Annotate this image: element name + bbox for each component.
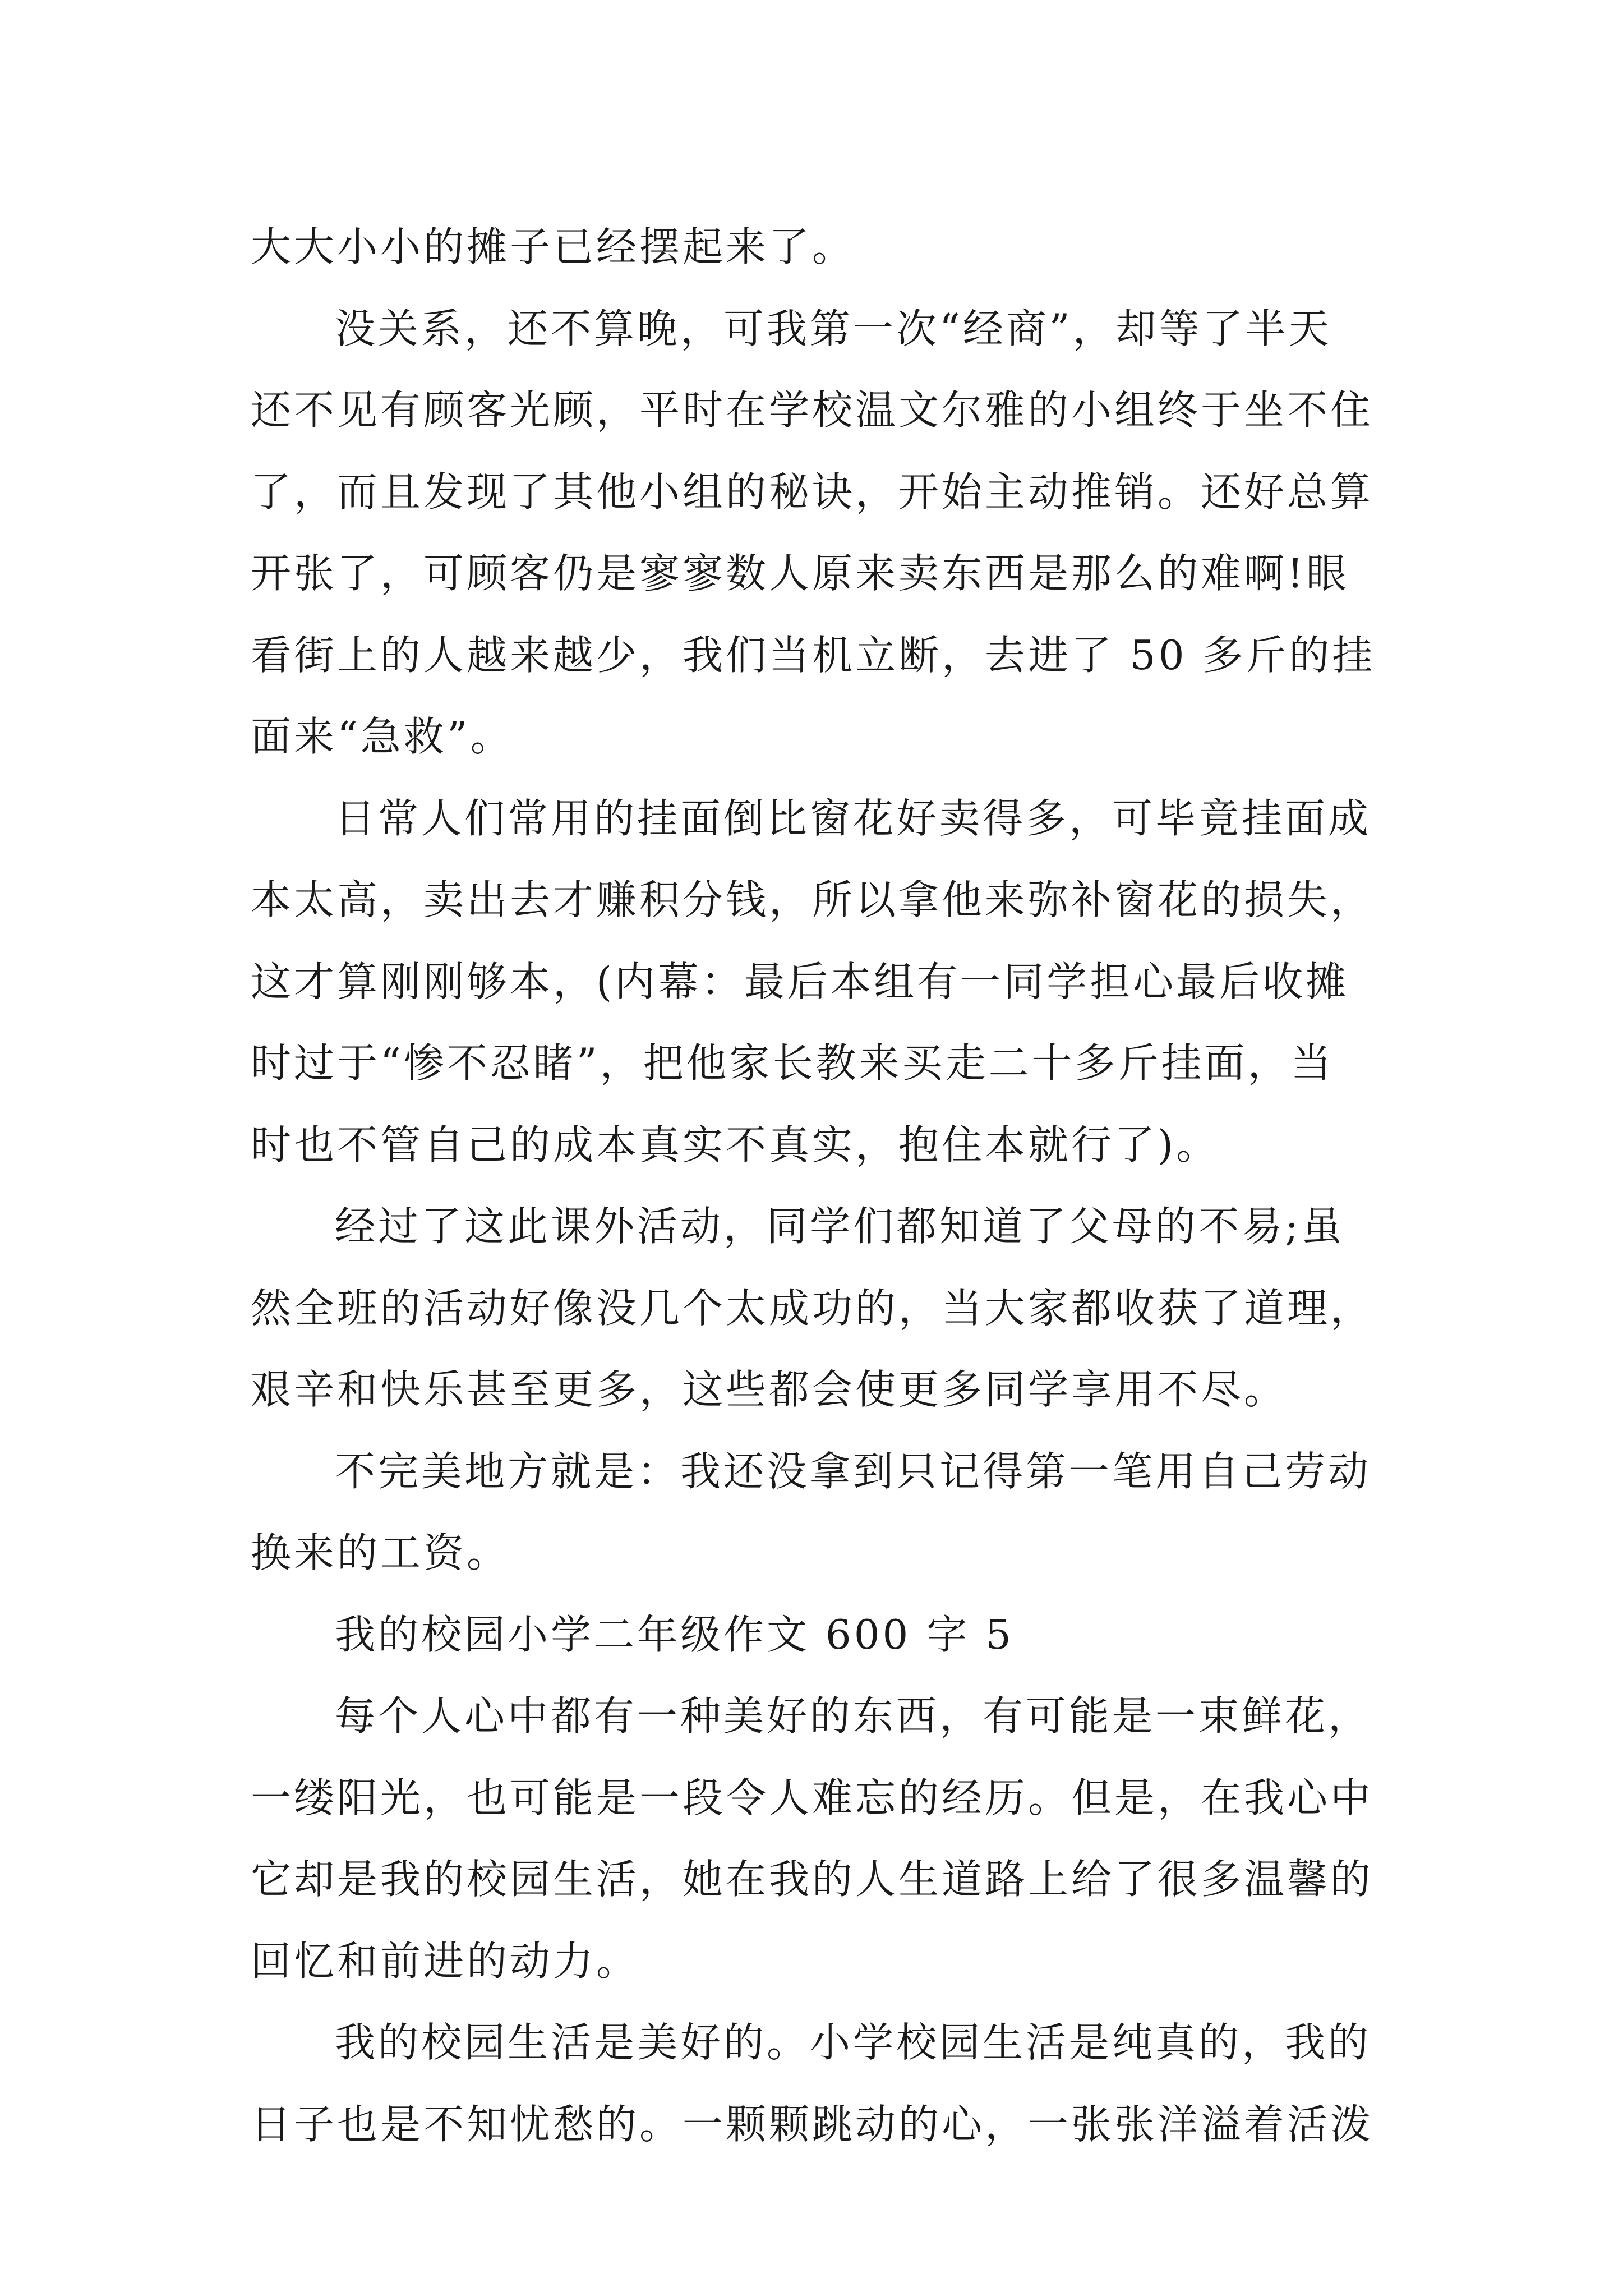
- text-line: 艰辛和快乐甚至更多，这些都会使更多同学享用不尽。: [251, 1366, 1288, 1413]
- text-line: 面来“急救”。: [251, 713, 514, 760]
- document-body: [251, 206, 1391, 2165]
- text-line: 大大小小的摊子已经摆起来了。: [251, 223, 856, 270]
- text-line: 每个人心中都有一种美好的东西，有可能是一束鲜花，: [335, 1692, 1372, 1740]
- text-line: 然全班的活动好像没几个太成功的，当大家都收获了道理，: [251, 1284, 1374, 1332]
- text-line: 没关系，还不算晚，可我第一次“经商”，却等了半天: [335, 305, 1332, 352]
- text-line: 日常人们常用的挂面倒比窗花好卖得多，可毕竟挂面成: [335, 794, 1372, 842]
- text-line: 开张了，可顾客仍是寥寥数人原来卖东西是那么的难啊!眼: [251, 550, 1349, 597]
- text-line: 这才算刚刚够本，(内幕：最后本组有一同学担心最后收摊: [251, 958, 1349, 1005]
- text-line: 我的校园小学二年级作文 600 字 5: [335, 1611, 1014, 1658]
- text-line: 日子也是不知忧愁的。一颗颗跳动的心，一张张洋溢着活泼: [251, 2100, 1374, 2148]
- text-line: 它却是我的校园生活，她在我的人生道路上给了很多温馨的: [251, 1856, 1374, 1903]
- text-line: 一缕阳光，也可能是一段令人难忘的经历。但是，在我心中: [251, 1774, 1374, 1821]
- text-line: 看街上的人越来越少，我们当机立断，去进了 50 多斤的挂: [251, 631, 1376, 679]
- text-line: 我的校园生活是美好的。小学校园生活是纯真的，我的: [335, 2019, 1372, 2066]
- text-line: 经过了这此课外活动，同学们都知道了父母的不易;虽: [335, 1203, 1345, 1250]
- text-line: 换来的工资。: [251, 1529, 510, 1576]
- text-line: 不完美地方就是：我还没拿到只记得第一笔用自己劳动: [335, 1447, 1372, 1495]
- text-line: 还不见有顾客光顾，平时在学校温文尔雅的小组终于坐不住: [251, 386, 1374, 434]
- text-line: 本太高，卖出去才赚积分钱，所以拿他来弥补窗花的损失，: [251, 876, 1374, 923]
- text-line: 时过于“惨不忍睹”，把他家长教来买走二十多斤挂面，当: [251, 1039, 1334, 1087]
- text-line: 回忆和前进的动力。: [251, 1937, 640, 1985]
- text-line: 时也不管自己的成本真实不真实，抱住本就行了)。: [251, 1121, 1220, 1168]
- text-line: 了，而且发现了其他小组的秘诀，开始主动推销。还好总算: [251, 468, 1374, 516]
